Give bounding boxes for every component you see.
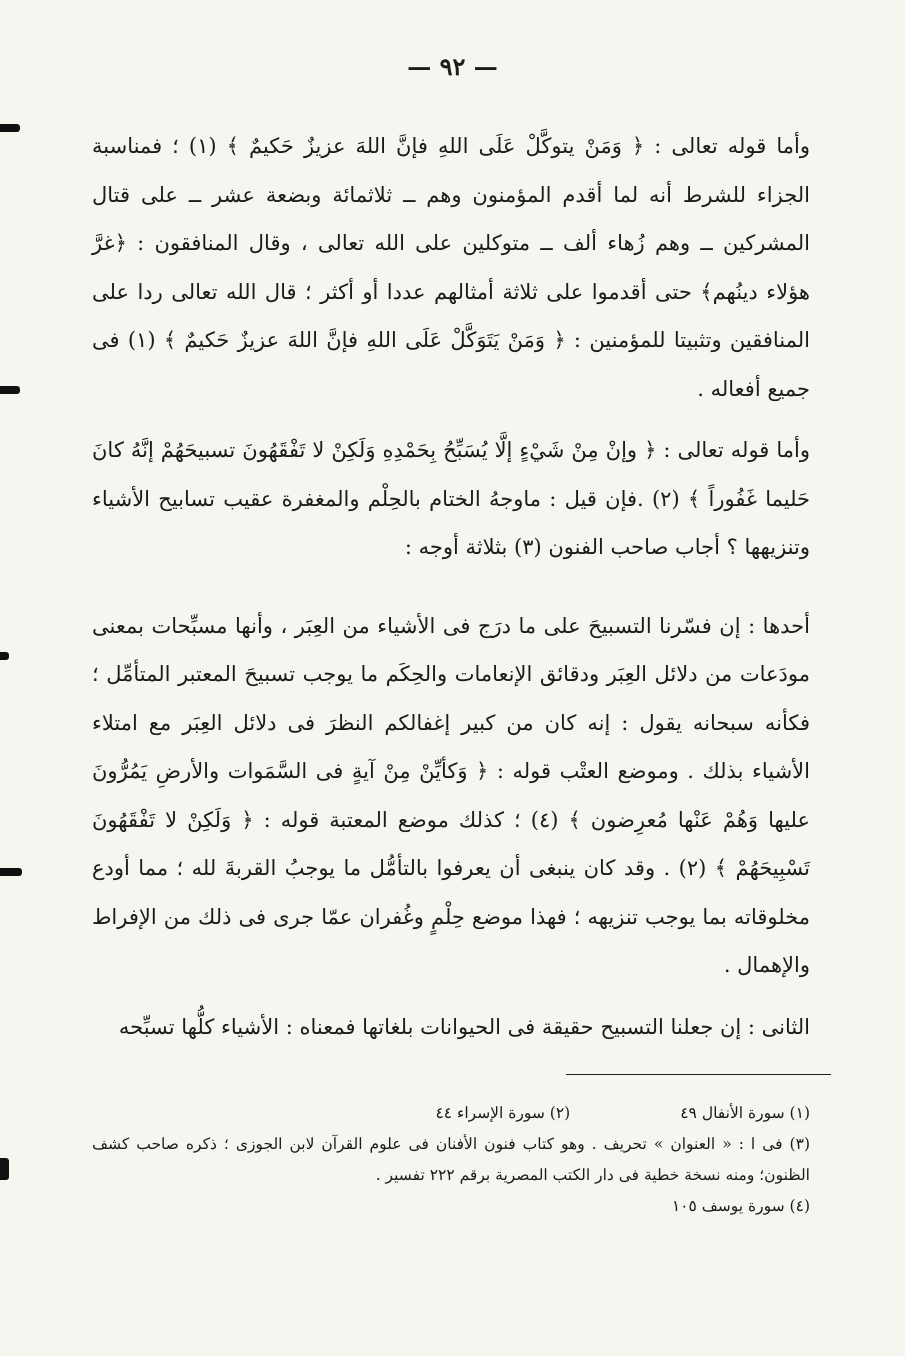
footnote-separator — [566, 1074, 831, 1075]
footnote-1: (١) سورة الأنفال ٤٩ — [680, 1104, 810, 1122]
paragraph-1: وأما قوله تعالى : ﴿ وَمَنْ يتوكَّلْ عَلَى اللهِ فإنَّ اللهَ عزيزٌ حَكيمٌ ﴾ (١) ؛ فمناسبة الجزاء للشرط أنه لما أقدم المؤمنون وهم ــ ثلاثمائة وبضعة عشر ــ على قتال المشركين ــ وهم زُهاء ألف ــ متوكلين على الله تعالى ، وقال المنافقون : ﴿غرَّ هؤلاء دينُهم﴾ حتى أقدموا على ثلاثة أمثالهم عددا أو أكثر ؛ قال الله تعالى ردا على المنافقين وتثبيتا للمؤمنين : ﴿ وَمَنْ يَتَوَكَّلْ عَلَى اللهِ فإنَّ اللهَ عزيزٌ حَكيمٌ ﴾ (١) فى جميع أفعاله . — [92, 134, 810, 401]
footnotes — [92, 1098, 810, 1222]
page-number: — ٩٢ — — [407, 52, 498, 81]
footnote-row — [92, 1098, 810, 1129]
footnote-3: (٣) فى ا : « العنوان » تحريف . وهو كتاب فنون الأفنان فى علوم القرآن لابن الجوزى ؛ ذكره صاحب كشف الظنون؛ ومنه نسخة خطية فى دار الكتب المصرية برقم ٢٢٢ تفسير . — [92, 1135, 810, 1184]
paragraph-2: وأما قوله تعالى : ﴿ وإنْ مِنْ شَيْءٍ إلَّا يُسَبِّحُ بِحَمْدِهِ وَلَكِنْ لا تَفْقَهُونَ تسبيحَهُمْ إنَّهُ كانَ حَليما غَفُوراً ﴾ (٢) .فإن قيل : ماوجهُ الختام بالحِلْم والمغفرة عقيب تسابيح الأشياء وتنزيهها ؟ أجاب صاحب الفنون (٣) بثلاثة أوجه : — [92, 438, 811, 559]
margin-mark — [0, 124, 20, 132]
footnote-2: (٢) سورة الإسراء ٤٤ — [435, 1104, 571, 1122]
paragraph-4: الثانى : إن جعلنا التسبيح حقيقة فى الحيوانات بلغاتها فمعناه : الأشياء كلُّها تسبِّحه — [118, 1014, 810, 1039]
margin-mark — [0, 1158, 9, 1180]
footnote-4: (٤) سورة يوسف ١٠٥ — [671, 1197, 810, 1215]
margin-mark — [0, 652, 9, 660]
main-text — [92, 122, 810, 1051]
paragraph-3: أحدها : إن فسّرنا التسبيحَ على ما درَج فى الأشياء من العِبَر ، وأنها مسبِّحات بمعنى مودَعات من دلائل العِبَر ودقائق الإنعامات والحِكَم ما يوجب تسبيحَ المعتبر المتأمِّل ؛ فكأنه سبحانه يقول : إنه كان من كبير إغفالكم النظرَ فى دلائل العِبَر مع امتلاء الأشياء بذلك . وموضع العتْب قوله : ﴿ وَكأيِّنْ مِنْ آيةٍ فى السَّمَوات والأرضِ يَمُرُّونَ عليها وَهُمْ عَنْها مُعرِضون ﴾ (٤) ؛ كذلك موضع المعتبة قوله : ﴿ وَلَكِنْ لا تَفْقَهُونَ تَسْبِيحَهُمْ ﴾ (٢) . وقد كان ينبغى أن يعرفوا بالتأمُّل ما يوجبُ القربةَ لله ؛ مما أودع مخلوقاته بما يوجب تنزيهه ؛ فهذا موضع حِلْمٍ وغُفران عمّا جرى فى ذلك من الإفراط والإهمال . — [92, 613, 811, 977]
margin-mark — [0, 386, 20, 394]
margin-mark — [0, 868, 22, 876]
